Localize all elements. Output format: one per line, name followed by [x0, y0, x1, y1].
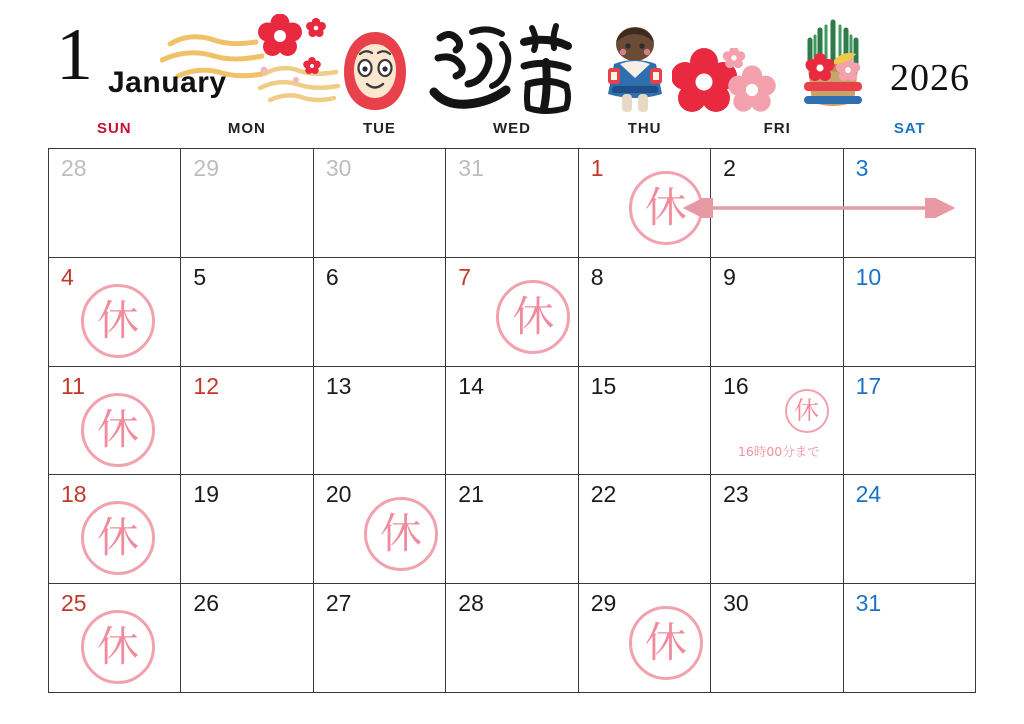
day-cell[interactable] [181, 475, 313, 584]
daruma-icon [336, 28, 414, 114]
weekday-label-wed: WED [493, 120, 532, 137]
day-number: 30 [723, 590, 749, 617]
day-cell[interactable] [844, 475, 976, 584]
day-cell[interactable] [314, 584, 446, 693]
day-cell[interactable] [446, 367, 578, 476]
holiday-stamp: 休 [496, 280, 570, 354]
day-cell[interactable] [711, 258, 843, 367]
day-number: 11 [61, 372, 85, 399]
day-number: 2 [723, 155, 736, 181]
day-cell[interactable] [314, 475, 446, 584]
day-number: 18 [61, 481, 87, 508]
weekday-header-row [48, 120, 976, 148]
holiday-stamp: 休 [785, 389, 829, 433]
day-number: 10 [855, 263, 882, 290]
weekday-label-sun: SUN [96, 120, 132, 137]
day-number: 25 [61, 590, 87, 617]
day-number: 12 [193, 372, 220, 399]
day-cell[interactable] [711, 149, 843, 258]
day-cell[interactable] [181, 258, 313, 367]
day-cell[interactable] [181, 149, 313, 258]
weekday-label-mon: MON [227, 120, 266, 137]
day-number: 9 [723, 263, 736, 290]
day-cell[interactable] [49, 367, 181, 476]
day-cell[interactable] [844, 584, 976, 693]
kadomatsu-icon [790, 16, 876, 128]
day-cell[interactable] [49, 149, 181, 258]
hagoita-boy-icon [598, 24, 672, 116]
weekday-label-tue: TUE [362, 120, 396, 137]
day-number: 7 [458, 263, 472, 290]
weekday-label-fri: FRI [763, 120, 791, 137]
day-cell[interactable] [579, 258, 711, 367]
day-number: 1 [590, 155, 604, 181]
weekday-label-sat: SAT [893, 120, 926, 137]
day-number: 6 [325, 263, 339, 290]
month-name: January [108, 66, 227, 99]
day-number: 22 [590, 481, 617, 508]
day-number: 8 [590, 263, 604, 290]
day-number: 13 [325, 372, 352, 399]
holiday-stamp: 休 [81, 501, 155, 575]
day-cell[interactable] [49, 475, 181, 584]
day-cell[interactable] [844, 258, 976, 367]
day-cell[interactable] [446, 258, 578, 367]
day-number: 23 [723, 481, 749, 508]
day-number: 26 [193, 590, 220, 617]
day-cell[interactable] [711, 475, 843, 584]
day-number: 5 [193, 263, 207, 290]
day-number: 29 [193, 155, 220, 181]
day-number: 3 [855, 155, 869, 181]
day-cell[interactable] [446, 149, 578, 258]
day-number: 30 [325, 155, 352, 181]
day-number: 14 [458, 372, 484, 399]
day-number: 28 [458, 590, 484, 617]
holiday-stamp: 休 [364, 497, 438, 571]
day-number: 29 [590, 590, 617, 617]
day-cell[interactable] [49, 258, 181, 367]
day-number: 16 [723, 372, 749, 399]
day-number: 17 [855, 372, 882, 399]
day-cell[interactable] [314, 149, 446, 258]
calendar-header [0, 0, 1024, 120]
geishun-calligraphy-icon [428, 18, 588, 122]
day-cell[interactable] [579, 584, 711, 693]
day-cell[interactable] [314, 258, 446, 367]
holiday-stamp: 休 [629, 606, 703, 680]
day-number: 28 [61, 155, 87, 181]
day-cell[interactable] [446, 584, 578, 693]
weekday-label-thu: THU [627, 120, 662, 137]
holiday-stamp: 休 [629, 171, 703, 245]
plum-blossom-icon [252, 14, 334, 88]
day-cell[interactable] [711, 584, 843, 693]
day-number: 24 [855, 481, 882, 508]
year-label: 2026 [890, 57, 970, 99]
holiday-stamp: 休 [81, 284, 155, 358]
month-number: 1 [56, 14, 93, 96]
day-cell[interactable] [314, 367, 446, 476]
calendar-grid [48, 148, 976, 693]
day-cell[interactable] [49, 584, 181, 693]
day-number: 15 [590, 372, 617, 399]
day-number: 19 [193, 481, 220, 508]
holiday-stamp: 休 [81, 610, 155, 684]
day-cell[interactable] [844, 149, 976, 258]
day-number: 31 [855, 590, 882, 617]
day-cell[interactable] [446, 475, 578, 584]
day-cell[interactable] [844, 367, 976, 476]
day-number: 21 [458, 481, 484, 508]
closing-time-note: 16時00分まで [737, 444, 820, 460]
day-cell[interactable] [181, 367, 313, 476]
day-number: 4 [61, 263, 74, 290]
day-cell[interactable] [579, 367, 711, 476]
day-cell[interactable] [579, 475, 711, 584]
day-number: 31 [458, 155, 484, 181]
day-cell[interactable] [181, 584, 313, 693]
holiday-stamp: 休 [81, 393, 155, 467]
day-number: 20 [325, 481, 352, 508]
day-number: 27 [325, 590, 352, 617]
plum-blossom-pair-icon [672, 48, 776, 124]
day-cell[interactable] [711, 367, 843, 476]
day-cell[interactable] [579, 149, 711, 258]
